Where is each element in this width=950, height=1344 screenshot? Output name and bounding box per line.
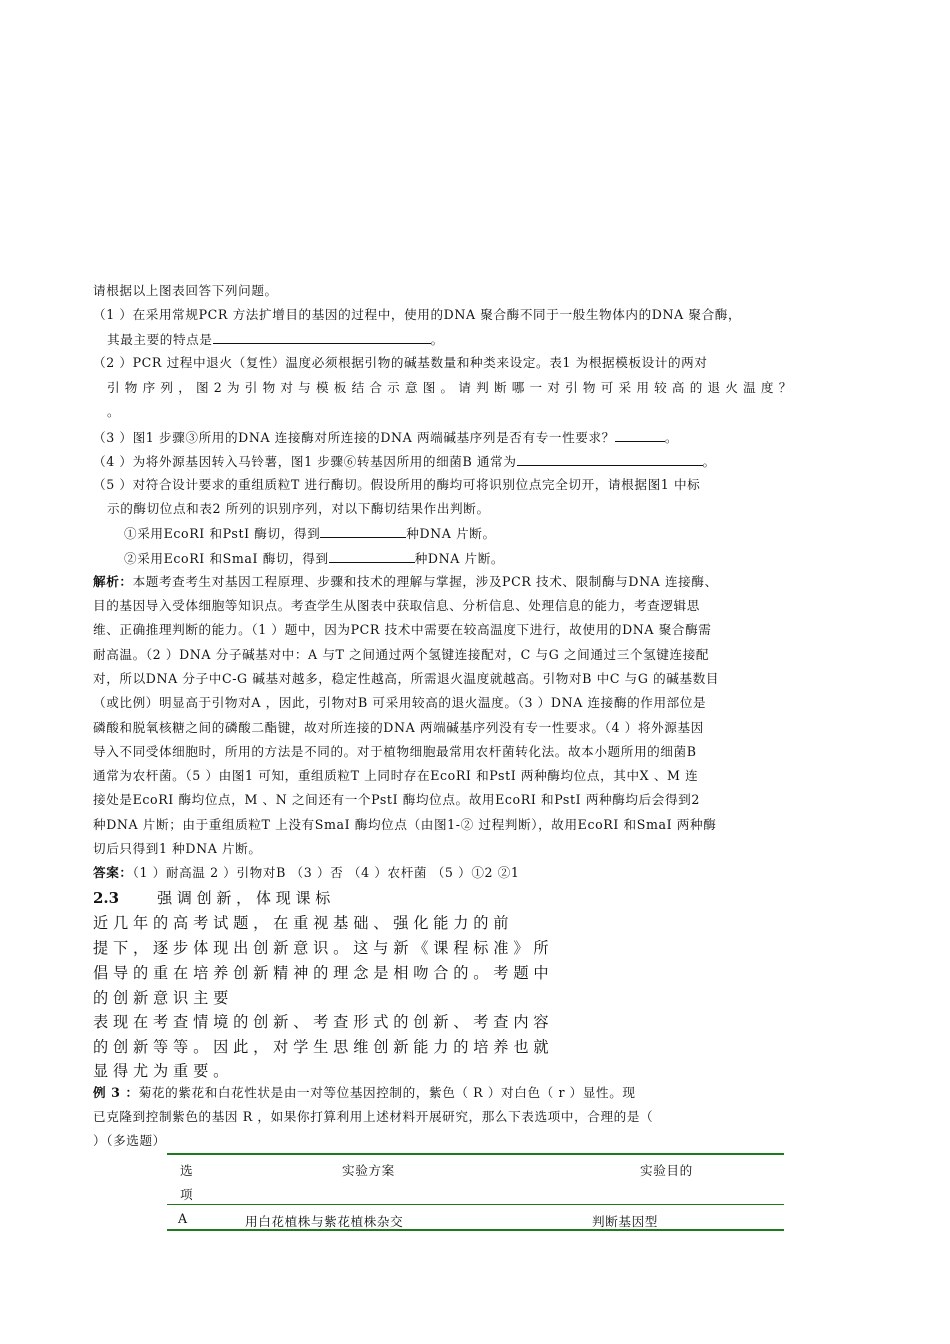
question-5-b-prompt: ②采用EcoRⅠ 和SmaⅠ 酶切，得到 <box>124 551 329 566</box>
question-5-a-prompt: ①采用EcoRⅠ 和PstⅠ 酶切，得到 <box>124 526 321 541</box>
question-1-line-2 <box>107 331 444 348</box>
analysis-line: 接处是EcoRⅠ 酶均位点，M 、N 之间还有一个PstⅠ 酶均位点。故用EcoRⅠ 和PstⅠ 两种酶均后会得到2 <box>93 792 700 807</box>
analysis-line: 磷酸和脱氧核糖之间的磷酸二酯键，故对所连接的DNA 两端碱基序列没有专一性要求。（4 ）将外源基因 <box>93 720 704 735</box>
section-heading <box>93 887 330 908</box>
answer-blank-5a <box>320 525 406 538</box>
example-line-1 <box>93 1085 636 1101</box>
question-2-line-3: 。 <box>107 404 121 419</box>
analysis-line: 切后只得到1 种DNA 片断。 <box>93 841 262 856</box>
table-header-rule <box>167 1204 784 1205</box>
analysis-line: 维、正确推理判断的能力。（1 ）题中，因为PCR 技术中需要在较高温度下进行，故使用的DNA 聚合酶需 <box>93 622 712 637</box>
question-5-a <box>124 525 496 542</box>
table-cell-goal: 判断基因型 <box>592 1214 658 1229</box>
table-head-option: 选 <box>180 1163 194 1178</box>
question-1-end: 。 <box>430 332 444 347</box>
table-cell-plan: 用白花植株与紫花植株杂交 <box>245 1214 404 1229</box>
question-2-line-1: （2 ）PCR 过程中退火（复性）温度必须根据引物的碱基数量和种类来设定。表1 为根据模板设计的两对 <box>93 355 708 370</box>
question-5-b <box>124 550 504 567</box>
question-5-b-suffix: 种DNA 片断。 <box>414 551 505 566</box>
question-4-prompt: （4 ）为将外源基因转入马铃薯，图1 步骤⑥转基因所用的细菌B 通常为 <box>93 454 517 469</box>
analysis-line: 种DNA 片断；由于重组质粒T 上没有SmaⅠ 酶均位点（由图1-② 过程判断），故用EcoRⅠ 和SmaⅠ 两种酶 <box>93 817 717 832</box>
example-text-1: 菊花的紫花和白花性状是由一对等位基因控制的，紫色（ R ）对白色（ r ）显性。现 <box>138 1085 636 1100</box>
paragraph-line: 的 创 新 意 识 主 要 <box>93 989 229 1007</box>
example-label: 例 3 ： <box>93 1085 139 1100</box>
paragraph-line: 倡 导 的 重 在 培 养 创 新 精 神 的 理 念 是 相 吻 合 的 。 考 题 中 <box>93 964 549 982</box>
analysis-line: 耐高温。（2 ）DNA 分子碱基对中：A 与T 之间通过两个氢键连接配对，C 与G 之间通过三个氢键连接配 <box>93 647 710 662</box>
answer-blank-4 <box>517 453 703 466</box>
example-line-2: 已克隆到控制紫色的基因 R ，如果你打算利用上述材料开展研究，那么下表选项中，合理的是（ <box>93 1109 654 1124</box>
example-line-3: ）（多选题） <box>93 1133 166 1148</box>
question-3-end: 。 <box>664 430 679 445</box>
table-head-goal: 实验目的 <box>640 1163 693 1178</box>
paragraph-line: 的 创 新 等 等 。 因 此 ， 对 学 生 思 维 创 新 能 力 的 培 养 也 就 <box>93 1038 549 1056</box>
analysis-line: 通常为农杆菌。（5 ）由图1 可知，重组质粒T 上同时存在EcoRⅠ 和PstⅠ 两种酶均位点，其中X 、M 连 <box>93 768 699 783</box>
answer-blank-1 <box>213 331 431 344</box>
table-head-option: 项 <box>180 1187 194 1202</box>
question-2-line-2: 引 物 序 列 ， 图 2 为 引 物 对 与 模 板 结 合 示 意 图 。 请 判 断 哪 一 对 引 物 可 采 用 较 高 的 退 火 温 度 ？ <box>107 380 792 395</box>
paragraph-line: 提 下 ， 逐 步 体 现 出 创 新 意 识 。 这 与 新 《 课 程 标 准 》 所 <box>93 939 549 957</box>
answer-blank-5b <box>329 550 415 563</box>
answer-line <box>93 865 520 881</box>
analysis-line: 导入不同受体细胞时，所用的方法是不同的。对于植物细胞最常用农杆菌转化法。故本小题所用的细菌B <box>93 744 697 759</box>
question-5-a-suffix: 种DNA 片断。 <box>406 526 496 541</box>
analysis-line: （或比例）明显高于引物对A ，因此，引物对B 可采用较高的退火温度。（3 ）DNA 连接酶的作用部位是 <box>93 695 707 710</box>
table-head-plan: 实验方案 <box>342 1163 395 1178</box>
analysis-line-1 <box>93 574 718 590</box>
question-3-line <box>93 429 678 446</box>
table-bottom-rule <box>167 1229 784 1231</box>
question-3-prompt: （3 ）图1 步骤③所用的DNA 连接酶对所连接的DNA 两端碱基序列是否有专一性要求？ <box>93 430 615 445</box>
paragraph-line: 显 得 尤 为 重 要 。 <box>93 1062 229 1080</box>
question-4-line <box>93 453 716 470</box>
analysis-line: 对，所以DNA 分子中C-G 碱基对越多，稳定性越高，所需退火温度就越高。引物对B 中C 与G 的碱基数目 <box>93 671 720 686</box>
section-number: 2.3 <box>93 889 120 907</box>
answer-blank-3 <box>615 429 665 442</box>
section-title: 强 调 创 新 ， 体 现 课 标 <box>157 889 331 907</box>
analysis-text-1: 本题考查考生对基因工程原理、步骤和技术的理解与掌握，涉及PCR 技术、限制酶与DNA 连接酶、 <box>132 574 718 589</box>
analysis-label: 解析： <box>93 574 133 589</box>
analysis-line: 目的基因导入受体细胞等知识点。考查学生从图表中获取信息、分析信息、处理信息的能力，考查逻辑思 <box>93 598 700 613</box>
table-cell-option: A <box>178 1211 188 1226</box>
intro-text: 请根据以上图表回答下列问题。 <box>93 283 278 298</box>
table-top-rule <box>167 1153 784 1155</box>
question-1-prompt: 其最主要的特点是 <box>107 332 213 347</box>
question-4-end: 。 <box>702 454 716 469</box>
paragraph-line: 表 现 在 考 查 情 境 的 创 新 、 考 查 形 式 的 创 新 、 考 查 内 容 <box>93 1013 549 1031</box>
question-5-line-1: （5 ）对符合设计要求的重组质粒T 进行酶切。假设所用的酶均可将识别位点完全切开，请根据图1 中标 <box>93 477 701 492</box>
answer-label: 答案： <box>93 865 133 880</box>
paragraph-line: 近 几 年 的 高 考 试 题 ， 在 重 视 基 础 、 强 化 能 力 的 前 <box>93 914 509 932</box>
question-5-line-2: 示的酶切位点和表2 所列的识别序列，对以下酶切结果作出判断。 <box>107 501 490 516</box>
answer-text: （1 ）耐高温 2 ）引物对B （3 ）否 （4 ）农杆菌 （5 ）①2 ②1 <box>132 865 520 880</box>
question-1-line-1: （1 ）在采用常规PCR 方法扩增目的基因的过程中，使用的DNA 聚合酶不同于一般生物体内的DNA 聚合酶， <box>93 307 742 322</box>
